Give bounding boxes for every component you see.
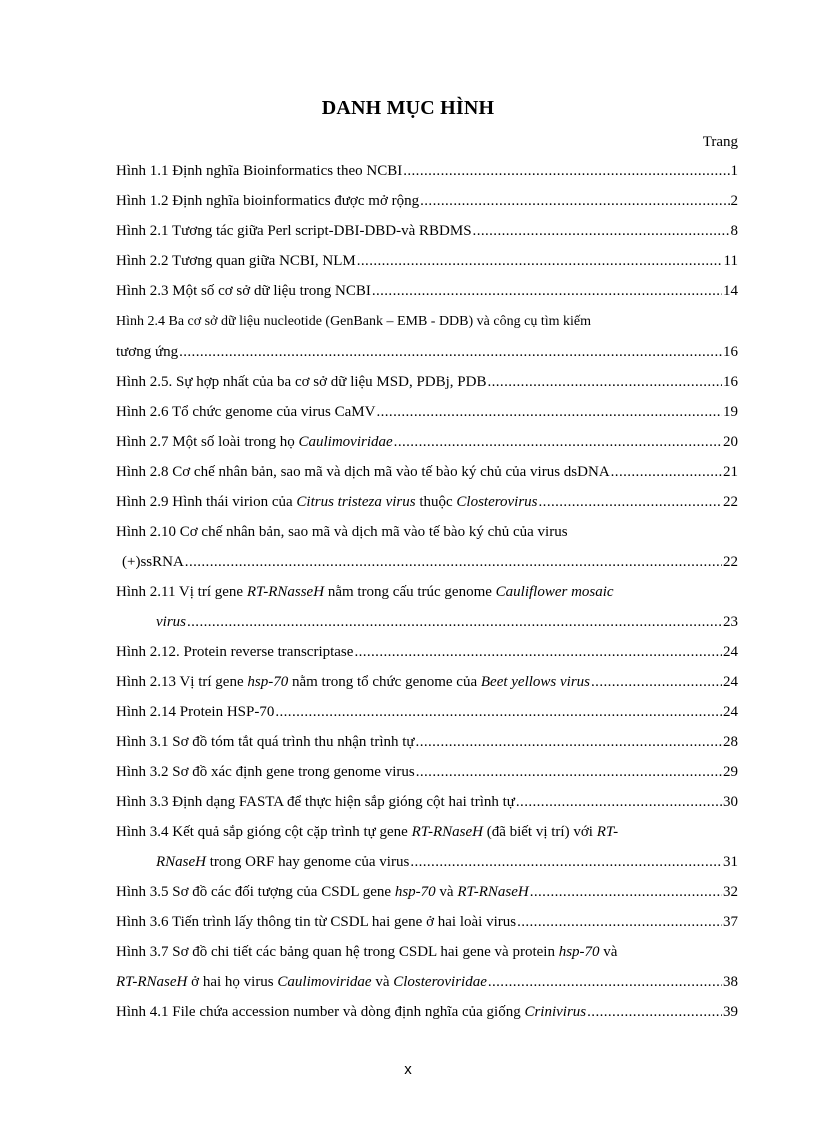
toc-entry[interactable]: Hình 4.1 File chứa accession number và dòng định nghĩa của giống Crinivirus ..... 39 xyxy=(116,1001,738,1023)
toc-entry-line1[interactable]: Hình 3.7 Sơ đồ chi tiết các bảng quan hệ trong CSDL hai gene và protein hsp-70 và xyxy=(116,944,618,960)
page-title: DANH MỤC HÌNH xyxy=(321,97,495,119)
toc-entry[interactable]: Hình 2.6 Tổ chức genome của virus CaMV ..... 19 xyxy=(116,401,738,423)
toc-entry-line2[interactable]: tương ứng ..... 16 xyxy=(116,341,738,363)
toc-entry-line1[interactable]: Hình 2.10 Cơ chế nhân bản, sao mã và dịch mã vào tế bào ký chủ của virus xyxy=(116,524,568,540)
toc-entry[interactable]: Hình 2.3 Một số cơ sở dữ liệu trong NCBI ..... 14 xyxy=(116,280,738,302)
toc-entry[interactable]: Hình 3.1 Sơ đồ tóm tắt quá trình thu nhận trình tự ..... 28 xyxy=(116,731,738,753)
toc-entry[interactable]: Hình 2.7 Một số loài trong họ Caulimoviridae ..... 20 xyxy=(116,431,738,453)
toc-entry-line2[interactable]: RNaseH trong ORF hay genome của virus ..... 31 xyxy=(156,851,738,873)
page-number: x xyxy=(404,1061,412,1078)
toc-entry[interactable]: Hình 1.2 Định nghĩa bioinformatics được mở rộng ..... 2 xyxy=(116,190,738,212)
toc-entry[interactable]: Hình 2.8 Cơ chế nhân bản, sao mã và dịch mã vào tế bào ký chủ của virus dsDNA ..... 21 xyxy=(116,461,738,483)
toc-entry-line2[interactable]: (+)ssRNA ..... 22 xyxy=(122,551,738,573)
page-column-header: Trang xyxy=(702,134,738,150)
toc-entry[interactable]: Hình 2.13 Vị trí gene hsp-70 nằm trong tổ chức genome của Beet yellows virus ..... 24 xyxy=(116,671,738,693)
toc-entry[interactable]: Hình 2.2 Tương quan giữa NCBI, NLM ..... 11 xyxy=(116,250,738,272)
toc-entry-line1[interactable]: Hình 2.4 Ba cơ sở dữ liệu nucleotide (GenBank – EMB - DDB) và công cụ tìm kiếm xyxy=(116,314,591,329)
toc-entry-line1[interactable]: Hình 2.11 Vị trí gene RT-RNasseH nằm trong cấu trúc genome Cauliflower mosaic xyxy=(116,584,614,600)
toc-entry-line1[interactable]: Hình 3.4 Kết quả sắp gióng cột cặp trình tự gene RT-RNaseH (đã biết vị trí) với RT- xyxy=(116,824,619,840)
toc-entry[interactable]: Hình 2.9 Hình thái virion của Citrus tristeza virus thuộc Closterovirus ..... 22 xyxy=(116,491,738,513)
toc-entry[interactable]: Hình 2.1 Tương tác giữa Perl script-DBI-DBD-và RBDMS ..... 8 xyxy=(116,220,738,242)
toc-entry[interactable]: Hình 3.6 Tiến trình lấy thông tin từ CSDL hai gene ở hai loài virus ..... 37 xyxy=(116,911,738,933)
toc-entry[interactable]: Hình 1.1 Định nghĩa Bioinformatics theo NCBI ..... 1 xyxy=(116,160,738,182)
toc-entry[interactable]: Hình 2.5. Sự hợp nhất của ba cơ sở dữ liệu MSD, PDBj, PDB ..... 16 xyxy=(116,371,738,393)
toc-entry[interactable]: Hình 3.5 Sơ đồ các đối tượng của CSDL gene hsp-70 và RT-RNaseH ..... 32 xyxy=(116,881,738,903)
toc-entry-line2[interactable]: RT-RNaseH ở hai họ virus Caulimoviridae và Closteroviridae ..... 38 xyxy=(116,971,738,993)
toc-entry[interactable]: Hình 3.2 Sơ đồ xác định gene trong genome virus ..... 29 xyxy=(116,761,738,783)
toc-entry-line2[interactable]: virus ..... 23 xyxy=(156,611,738,633)
toc-entry[interactable]: Hình 2.14 Protein HSP-70 ..... 24 xyxy=(116,701,738,723)
toc-entry[interactable]: Hình 3.3 Định dạng FASTA để thực hiện sắp gióng cột hai trình tự ..... 30 xyxy=(116,791,738,813)
toc-entry[interactable]: Hình 2.12. Protein reverse transcriptase ..... 24 xyxy=(116,641,738,663)
